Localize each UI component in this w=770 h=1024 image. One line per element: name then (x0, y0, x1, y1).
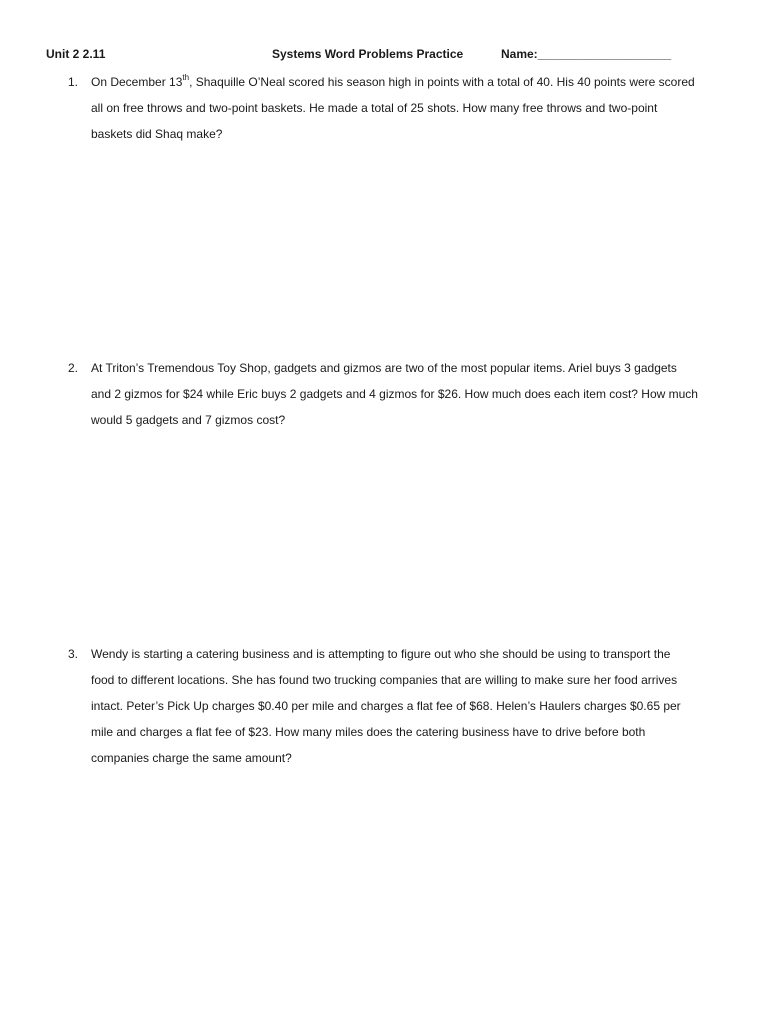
problem-number: 1. (68, 75, 79, 89)
name-field-label: Name:____________________ (501, 47, 672, 61)
problem-number: 3. (68, 647, 79, 661)
problem-text-segment: On December 13 (91, 75, 183, 89)
unit-label: Unit 2 2.11 (46, 47, 106, 61)
problem-text-segment: , Shaquille O’Neal scored his season high in points with a total of 40. His 40 points were scored (189, 75, 695, 89)
problem-text (91, 355, 731, 433)
problem-number: 2. (68, 361, 79, 375)
problem-line: would 5 gadgets and 7 gizmos cost? (91, 413, 286, 427)
worksheet-title: Systems Word Problems Practice (272, 47, 464, 61)
problem-line: all on free throws and two-point baskets. He made a total of 25 shots. How many free throws and two-point (91, 101, 658, 115)
problem-line: Wendy is starting a catering business and is attempting to figure out who she should be using to transport the (91, 647, 671, 661)
problem-line: companies charge the same amount? (91, 751, 292, 765)
problem-line: intact. Peter’s Pick Up charges $0.40 per mile and charges a flat fee of $68. Helen’s Haulers charges $0.65 per (91, 699, 681, 713)
problem-text (91, 69, 731, 147)
superscript: th (182, 73, 190, 82)
problem-line (91, 69, 731, 95)
problem-line: baskets did Shaq make? (91, 127, 223, 141)
problem-line: and 2 gizmos for $24 while Eric buys 2 gadgets and 4 gizmos for $26. How much does each item cost? How much (91, 387, 698, 401)
problem-line: mile and charges a flat fee of $23. How many miles does the catering business have to drive before both (91, 725, 646, 739)
problem-line: At Triton’s Tremendous Toy Shop, gadgets and gizmos are two of the most popular items. Ariel buys 3 gadgets (91, 361, 677, 375)
worksheet-header (0, 47, 770, 67)
problem-line: food to different locations. She has found two trucking companies that are willing to make sure her food arrives (91, 673, 678, 687)
problem-text (91, 641, 731, 771)
